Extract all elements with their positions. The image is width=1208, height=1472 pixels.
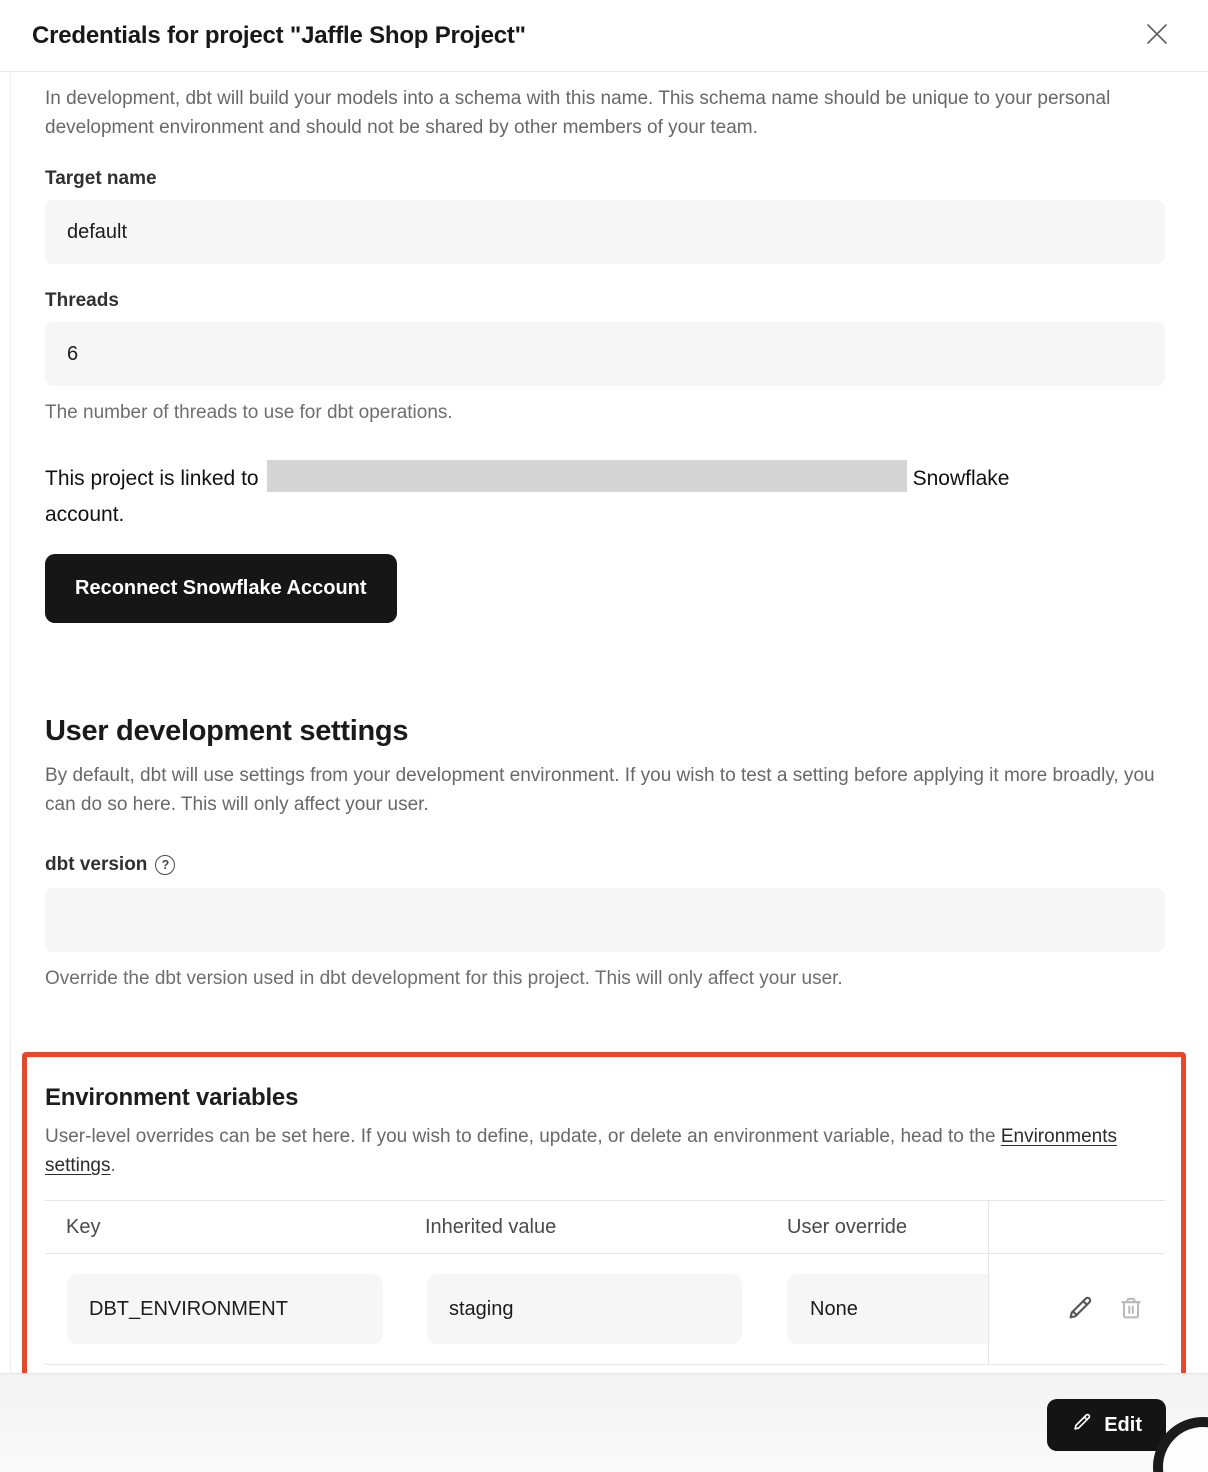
target-name-input[interactable] — [45, 200, 1165, 264]
dbt-version-label-row — [45, 854, 1165, 876]
close-button[interactable] — [1140, 19, 1174, 53]
linked-account-suffix-1: Snowflake — [912, 467, 1010, 490]
target-name-label: Target name — [45, 168, 157, 189]
edit-button-label: Edit — [1104, 1413, 1142, 1436]
modal-footer — [0, 1373, 1208, 1472]
linked-account-text — [45, 460, 1165, 533]
column-header-user-override: User override — [787, 1215, 908, 1238]
threads-help-text: The number of threads to use for dbt operations. — [45, 402, 453, 423]
column-header-key: Key — [66, 1215, 101, 1238]
environment-variables-table — [45, 1200, 1165, 1365]
pencil-icon — [1065, 1293, 1095, 1326]
cell-user-override — [787, 1254, 988, 1364]
environments-settings-link[interactable]: Environments settings — [45, 1126, 1118, 1176]
column-header-inherited-value: Inherited value — [425, 1215, 557, 1238]
schema-description: In development, dbt will build your models into a schema with this name. This schema name should be unique to your personal development environment and should not be shared by other members of your team. — [45, 88, 1111, 138]
column-header-actions — [988, 1201, 1165, 1253]
redacted-account-name — [267, 460, 907, 492]
modal-header — [0, 0, 1208, 72]
modal-title: Credentials for project "Jaffle Shop Project" — [32, 21, 526, 49]
environment-variables-description — [45, 1122, 1165, 1180]
dbt-version-label: dbt version — [45, 854, 148, 875]
help-icon[interactable]: ? — [155, 855, 175, 875]
threads-input[interactable] — [45, 322, 1165, 386]
modal-body — [0, 72, 1208, 1384]
cell-key — [45, 1254, 425, 1364]
user-dev-settings-heading: User development settings — [45, 715, 409, 747]
table-header-row — [45, 1200, 1165, 1254]
user-override-value: None — [787, 1274, 988, 1344]
inherited-value: staging — [427, 1274, 742, 1344]
threads-label: Threads — [45, 290, 119, 311]
linked-account-suffix-2: account. — [45, 503, 125, 526]
reconnect-snowflake-label: Reconnect Snowflake Account — [75, 577, 367, 599]
linked-account-prefix: This project is linked to — [45, 467, 259, 490]
trash-icon — [1117, 1294, 1145, 1325]
user-dev-settings-description: By default, dbt will use settings from your development environment. If you wish to test a setting before applying it more broadly, you can do so here. This will only affect your user. — [45, 765, 1155, 815]
dbt-version-help-text: Override the dbt version used in dbt development for this project. This will only affect your user. — [45, 968, 843, 989]
env-vars-desc-text: User-level overrides can be set here. If you wish to define, update, or delete an environment variable, head to the — [45, 1126, 1001, 1147]
cell-inherited-value — [425, 1254, 787, 1364]
dbt-version-input[interactable] — [45, 888, 1165, 952]
cell-actions — [988, 1254, 1165, 1364]
env-vars-desc-period: . — [110, 1155, 116, 1176]
edit-button[interactable] — [1047, 1399, 1166, 1451]
edit-row-button[interactable] — [1065, 1293, 1095, 1326]
edit-pencil-icon — [1071, 1411, 1093, 1439]
key-value: DBT_ENVIRONMENT — [67, 1274, 383, 1344]
delete-row-button[interactable] — [1117, 1294, 1145, 1325]
environment-variables-heading: Environment variables — [45, 1084, 299, 1111]
environment-variables-section — [22, 1052, 1186, 1384]
close-icon — [1144, 21, 1170, 50]
reconnect-snowflake-button[interactable] — [45, 554, 397, 623]
table-row — [45, 1254, 1165, 1365]
